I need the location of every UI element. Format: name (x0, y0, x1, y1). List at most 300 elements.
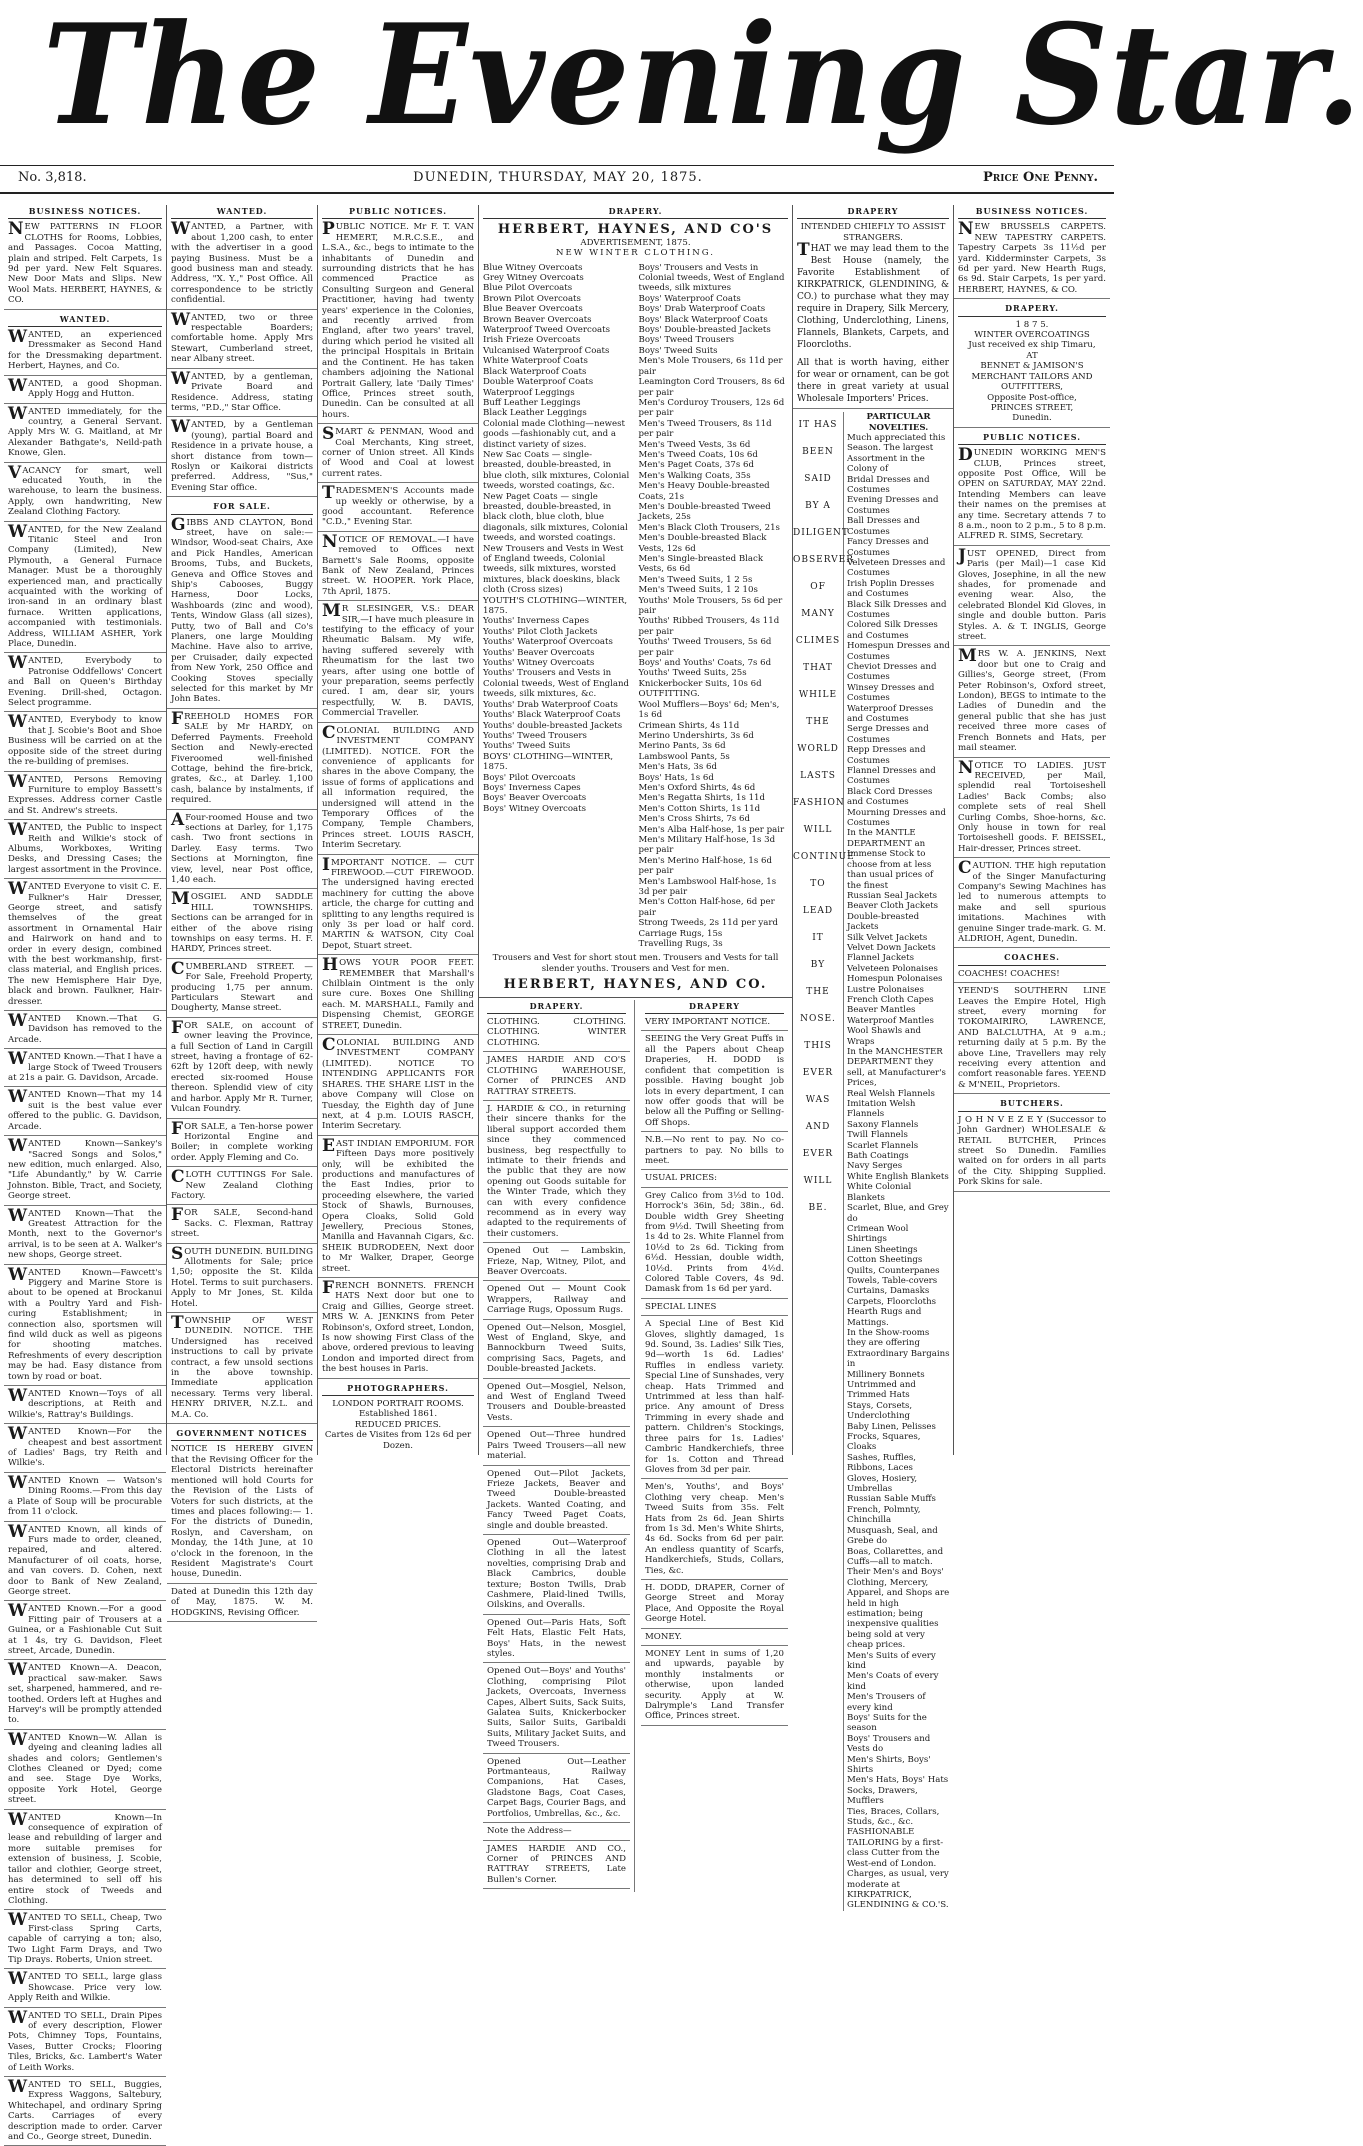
novelty-item: Men's Coats of every kind (847, 1671, 939, 1692)
sale-ad: CUMBERLAND STREET. — For Sale, Freehold Property, producing 1,75 per annum. Particulars Stewart and Dougherty, Manse street. (167, 962, 317, 1018)
novelty-item: Russian Sable Muffs (847, 1494, 936, 1505)
clothing-item: Blue Beaver Overcoats (483, 304, 583, 315)
bennet-ad (954, 320, 1110, 428)
clothing-item: White Waterproof Coats (483, 356, 588, 367)
novelty-item: Twill Flannels (847, 1130, 908, 1141)
clothing-item: Men's Regatta Shirts, 1s 11d (638, 793, 766, 804)
novelty-item: Gloves, Hosiery, Umbrellas (847, 1473, 918, 1495)
novelty-item: Velveteen Polonaises (847, 963, 938, 974)
photographers-ad (318, 1399, 478, 1451)
sale-ad: CLOTH CUTTINGS For Sale. New Zealand Clothing Factory. (167, 1170, 317, 1205)
coach-ad (954, 969, 1110, 1094)
clothing-item: Black Waterproof Coats (483, 366, 587, 377)
clothing-item: Buff Leather Leggings (483, 397, 581, 408)
novelty-item: Flannel Jackets (847, 953, 915, 964)
novelty-item: Untrimmed and Trimmed Hats (847, 1380, 916, 1401)
clothing-item: Strong Tweeds, 2s 11d per yard (638, 918, 779, 929)
gov-notice: Dated at Dunedin this 12th day of May, 1875. W. M. HODGKINS, Revising Officer. (167, 1587, 317, 1622)
novelty-item: Velveteen Dresses and Costumes (847, 557, 946, 579)
clothing-item: Men's Lambswool Half-hose, 1s 3d per pair (638, 876, 777, 897)
firm-name: HERBERT, HAYNES, AND CO'S (497, 222, 774, 238)
clothing-item: New Sac Coats — single-breasted, double-breasted, in blue cloth, silk mixtures, Colonial tweeds, worsted coatings, &c. (483, 449, 630, 492)
clothing-item: Youths' Beaver Overcoats (483, 647, 595, 658)
clothing-item: Brown Beaver Overcoats (483, 314, 592, 325)
hardie-paragraph: Opened Out — Lambskin, Frieze, Nap, Witney, Pilot, and Beaver Overcoats. (483, 1246, 630, 1281)
clothing-item: Youths' Tweed Suits, 25s (638, 668, 747, 679)
clothing-item: Men's Hats, 3s 6d (638, 762, 717, 773)
public-notice: FRENCH BONNETS. FRENCH HATS Next door but one to Craig and Gillies, George street. MRS W. A. JENKINS from Peter Robinson's, Oxford street, London, Is now showing First Class of the above, ordered previous to leaving London and imported direct from the best houses in Paris. (318, 1281, 478, 1379)
hardie-paragraph: Opened Out—Mosgiel, Nelson, and West of England Tweed Trousers and Double-breasted Vests. (483, 1382, 630, 1428)
slogan-word: WORLD (797, 744, 839, 755)
novelty-item: Their Men's and Boys' Clothing, Mercery, Apparel, and Shops are held in high estimation; being inexpensive qualities being sold at very cheap prices. (847, 1567, 950, 1651)
novelty-item: In the MANCHESTER DEPARTMENT they sell, at Manufacturer's Prices, (847, 1047, 946, 1089)
section-header: FOR SALE. (171, 500, 313, 514)
slogan-word: FASHION (793, 798, 845, 809)
clothing-item: Boys' Pilot Overcoats (483, 772, 576, 783)
sale-ad: MOSGIEL AND SADDLE HILL TOWNSHIPS. Sections can be arranged for in either of the above rising townships on easy terms. H. F. HARDY, Princes street. (167, 892, 317, 958)
hardie-paragraph: Opened Out—Waterproof Clothing in all the latest novelties, comprising Drab and Black Cambrics, double texture; Boston Twills, Drab Cashmere, Plaid-lined Twills, Oilskins, and Overalls. (483, 1538, 630, 1615)
wanted-ad: WANTED Known—Sankey's "Sacred Songs and Solos," new edition, much enlarged. Also, "Life Abundantly," by W. Carrie Johnston. Bible, Tract, and Society, George street. (4, 1139, 166, 1205)
novelty-item: Frocks, Squares, Cloaks (847, 1432, 921, 1453)
clothing-item: Men's Double-breasted Black Vests, 12s 6d (638, 533, 767, 554)
novelty-item: Quilts, Counterpanes (847, 1265, 940, 1276)
bennet-line: AT (1026, 350, 1038, 361)
wanted-ad: WANTED Known—That the Greatest Attraction for the Month, next to the Governor's arrival, is to be seen at A. Walker's new shops, George street. (4, 1209, 166, 1265)
wanted-ad: WANTED Known, all kinds of Furs made to order, cleaned, repaired, and altered. Manufacturer of oil coats, horse, and van covers. D. Cohen, next door to Bank of New Zealand, George street. (4, 1525, 166, 1602)
clothing-item: Men's Double-breasted Tweed Jackets, 25s (638, 501, 771, 523)
slogan-word: OBSERVER (793, 555, 855, 566)
coach-paragraph: YEEND'S SOUTHERN LINE Leaves the Empire Hotel, High street, every morning for TOKOMAIRIRO, LAWRENCE, AND BALCLUTHA, At 9 a.m.; returning daily at 5 p.m. By the above Line, Travellers may rely receiving every attention and comfort reasonable fares. YEEND & M'NEIL, Proprietors. (954, 986, 1110, 1094)
advert: NEW BRUSSELS CARPETS. NEW TAPESTRY CARPETS. Tapestry Carpets 3s 11½d per yard. Kidderminster Carpets, 3s 6d per yard. New Hearth Rugs, 6s 9d. Stair Carpets, 1s per yard. HERBERT, HAYNES, & CO. (954, 222, 1110, 299)
public-notice: DUNEDIN WORKING MEN'S CLUB, Princes street, opposite Post Office, Will be OPEN on SATURDAY, MAY 22nd. Intending Members can leave their names on the premises at any time. Secretary attends 7 to 8 a.m., noon to 2 p.m., 5 to 8 p.m. ALFRED R. SIMS, Secretary. (954, 448, 1110, 546)
section-header: WANTED. (171, 205, 313, 219)
hardie-paragraph: Opened Out—Pilot Jackets, Frieze Jackets, Beaver and Tweed Double-breasted Jackets. Wanted Coating, and Fancy Tweed Paget Coats, single and double breasted. (483, 1469, 630, 1535)
clothing-list-left (483, 263, 633, 815)
sale-ad: FOR SALE, Second-hand Sacks. C. Flexman, Rattray street. (167, 1208, 317, 1243)
clothing-item: New Paget Coats — single breasted, double-breasted, in black cloth, blue cloth, blue diagonals, silk mixtures, Colonial tweeds, and worsted coatings. (483, 491, 628, 544)
clothing-item: Boys' Witney Overcoats (483, 803, 587, 814)
clothing-item: Youths' Witney Overcoats (483, 658, 595, 669)
novelty-item: French, Polmnty, Chinchilla (847, 1504, 921, 1526)
kirkpatrick-layout (793, 412, 953, 1911)
column-5 (793, 205, 954, 1911)
novelty-item: Beaver Mantles (847, 1005, 916, 1016)
dodd-paragraph: USUAL PRICES: (641, 1173, 788, 1187)
section-header: PUBLIC NOTICES. (958, 431, 1106, 445)
section-header: BUTCHERS. (958, 1097, 1106, 1111)
clothing-item: Men's Walking Coats, 35s (638, 470, 751, 481)
photo-line: REDUCED PRICES. (354, 1419, 442, 1430)
novelty-item: Navy Serges (847, 1161, 903, 1172)
novelty-item: Homespun Dresses and Costumes (847, 641, 950, 662)
column-4-drapery (479, 205, 793, 1885)
section-header: COACHES. (958, 951, 1106, 965)
kirkpatrick-body2: All that is worth having, either for wear or ornament, can be got there in great variety at usual Wholesale Importers' Prices. (793, 357, 953, 409)
novelty-item: Towels, Table-covers (847, 1275, 938, 1286)
clothing-item: Men's Alba Half-hose, 1s per pair (638, 824, 785, 835)
wanted-list (167, 219, 317, 497)
wanted-ad: WANTED Known—A. Deacon, practical saw-maker. Saws set, sharpened, hammered, and re-toothed. Orders left at Hughes and Harvey's will be promptly attended to. (4, 1663, 166, 1729)
photo-line: Established 1861. (358, 1409, 438, 1420)
novelty-item: Much appreciated this Season. The largest Assortment in the Colony of (847, 433, 946, 475)
novelty-item: Scarlet Flannels (847, 1140, 919, 1151)
coach-paragraph: COACHES! COACHES! (954, 969, 1110, 983)
slogan-word: BY A (805, 501, 831, 512)
wanted-ad: VACANCY for smart, well educated Youth, in the warehouse, to learn the business. Apply, own handwriting, New Zealand Clothing Factory. (4, 466, 166, 522)
clothing-item: Men's Merino Half-hose, 1s 6d per pair (638, 855, 772, 877)
dateline (18, 170, 1098, 192)
hardie-paragraph: J. HARDIE & CO., in returning their sincere thanks for the liberal support accorded them since they commenced business, beg respectfully to intimate to their friends and the public that they are now opening out Goods suitable for the Winter Trade, which they can with every confidence recommend as in every way adapted to the requirements of their customers. (483, 1104, 630, 1243)
novelty-item: Cotton Sheetings (847, 1255, 923, 1266)
novelty-item: Curtains, Damasks (847, 1286, 930, 1297)
hardie-paragraph: Opened Out—Leather Portmanteaus, Railway Companions, Hat Cases, Gladstone Bags, Coat Cases, Carpet Bags, Courier Bags, and Portfolios, Umbrellas, &c., &c. (483, 1757, 630, 1823)
wanted-ad: WANTED Known.—That G. Davidson has removed to the Arcade. (4, 1014, 166, 1049)
public-notice: CAUTION. THE high reputation of the Singer Manufacturing Company's Sewing Machines has led to numerous attempts to make and sell spurious imitations. Machines with genuine Singer trade-mark. G. M. ALDRIOH, Agent, Dunedin. (954, 861, 1110, 948)
novelty-item: Imitation Welsh Flannels (847, 1099, 916, 1120)
dodd-ad (641, 1017, 788, 1726)
photo-line: Cartes de Visites from 12s 6d per Dozen. (324, 1430, 472, 1451)
novelty-item: Wool Shawls and Wraps (847, 1026, 922, 1047)
hardie-paragraph: Opened Out—Paris Hats, Soft Felt Hats, Elastic Felt Hats, Boys' Hats, in the newest styles. (483, 1618, 630, 1664)
clothing-item: BOYS' CLOTHING—WINTER, 1875. (483, 751, 614, 773)
hardie-paragraph: Opened Out — Mount Cook Wrappers, Railway and Carriage Rugs, Opossum Rugs. (483, 1284, 630, 1319)
wanted-ad: WANTED, Everybody to know that J. Scobie's Boot and Shoe Business will be carried on at the opposite side of the street during the re-building of premises. (4, 715, 166, 771)
section-header: DRAPERY (797, 205, 949, 219)
clothing-item: Men's Cotton Shirts, 1s 11d (638, 803, 761, 814)
public-notice: JUST OPENED, Direct from Paris (per Mail)—1 case Kid Gloves, Josephine, in all the new shades, for promenade and evening wear. Also, the celebrated Blondel Kid Gloves, in single and double button. Paris Styles. A. & T. INGLIS, George street. (954, 549, 1110, 647)
clothing-item: Youths' Waterproof Overcoats (483, 637, 613, 648)
wanted-ad: WANTED, a Partner, with about 1,200 cash, to enter with the advertiser in a good paying Business. Must be a good business man and steady. Address, "X. Y.," Post Office. All correspondence to be strictly confidential. (167, 222, 317, 309)
sale-ad: FOR SALE, a Ten-horse power Horizontal Engine and Boiler; in complete working order. Apply Fleming and Co. (167, 1122, 317, 1168)
novelty-item: Irish Poplin Dresses and Costumes (847, 578, 935, 600)
novelty-item: Serge Dresses and Costumes (847, 724, 929, 745)
novelty-item: Evening Dresses and Costumes (847, 495, 939, 516)
dodd-paragraph: A Special Line of Best Kid Gloves, slightly damaged, 1s 9d. Sound, 3s. Ladies' Silk Ties, 9d—worth 1s 6d. Ladies' Ruffles in endless variety. Special Line of Sunshades, very cheap. Hats Trimmed and Untrimmed at less than half-price. Any amount of Dress Trimming in every shade and pattern. Children's Stockings, three pairs for 1s. Ladies' Cambric Handkerchiefs, three for 1s. Cotton and Thread Gloves from 3d per pair. (641, 1319, 788, 1479)
slogan-word: WILL (803, 825, 833, 836)
novelty-item: White English Blankets (847, 1171, 949, 1182)
wanted-ad: WANTED Known.—For a good Fitting pair of Trousers at a Guinea, or a Fashionable Cut Suit at 1 4s, try G. Davidson, Fleet street, Arcade, Dunedin. (4, 1604, 166, 1660)
public-notice: COLONIAL BUILDING AND INVESTMENT COMPANY (LIMITED). NOTICE TO INTENDING APPLICANTS FOR SHARES. THE SHARE LIST in the above Company will Close on Tuesday, the Eighth day of June next, at 4 p.m. LOUIS RASCH, Interim Secretary. (318, 1038, 478, 1136)
clothing-item: Black Leather Leggings (483, 408, 587, 419)
clothing-item: Blue Witney Overcoats (483, 262, 583, 273)
sale-ad: FREEHOLD HOMES FOR SALE by Mr HARDY, on Deferred Payments. Freehold Section and Newly-erected Fiveroomed well-finished Cottage, behind the fire-brick, grates, &c., at Darley. 1,100 cash, balance by instalments, if required. (167, 712, 317, 810)
clothing-item: Men's Tweed Suits, 1 2 5s (638, 574, 753, 585)
novelty-item: Bridal Dresses and Costumes (847, 474, 930, 496)
novelty-item: Sashes, Ruffles, Ribbons, Laces (847, 1452, 917, 1474)
novelty-item: Boys' Suits for the season (847, 1713, 927, 1734)
advert: NEW PATTERNS IN FLOOR CLOTHS for Rooms, Lobbies, and Passages. Cocoa Matting, plain and striped. Felt Carpets, 1s 9d per yard. New Felt Squares. New Door Mats and Slips. New Wool Mats. HERBERT, HAYNES, & CO. (4, 222, 166, 309)
clothing-item: Boys' Drab Waterproof Coats (638, 304, 766, 315)
clothing-item: Crimean Shirts, 4s 11d (638, 720, 740, 731)
novelty-item: Socks, Drawers, Mufflers (847, 1785, 918, 1807)
novelty-item: FASHIONABLE TAILORING by a first-class Cutter from the West-end of London. (847, 1827, 944, 1869)
column-1 (4, 205, 167, 2143)
slogan-word: BE. (808, 1203, 828, 1214)
wanted-ad: WANTED, Persons Removing Furniture to employ Bassett's Expresses. Address corner Castle and St. Andrew's streets. (4, 775, 166, 821)
novelty-item: French Cloth Capes (847, 994, 934, 1005)
issue-price: Price One Penny. (983, 170, 1098, 185)
vertical-slogan (793, 412, 855, 1911)
bennet-line: WINTER OVERCOATINGS (974, 330, 1090, 341)
wanted-ad: WANTED, by a Gentleman (young), partial Board and Residence in a private house, a short distance from town—Roslyn or Kaikorai districts preferred. Address, "Sus," Evening Star office. (167, 420, 317, 497)
novelties-list (847, 433, 950, 1911)
novelty-item: Double-breasted Jackets (847, 911, 920, 933)
clothing-item: Boys' and Youths' Coats, 7s 6d (638, 658, 772, 669)
clothing-item: Boys' Black Waterproof Coats (638, 314, 768, 325)
wanted-ad: WANTED Everyone to visit C. E. Fulkner's Hair Dresser, George street, and satisfy themselves of the great assortment in Ornamental Hair and Hairwork on hand and to order in every design, combined with the best workmanship, first-class material, and English prices. The new Hemisphere Hair Dye, black and brown. Faulkner, Hair-dresser. (4, 882, 166, 1011)
section-header: GOVERNMENT NOTICES (171, 1427, 313, 1441)
wanted-ad: WANTED Known — Watson's Dining Rooms.—From this day a Plate of Soup will be procurable from 11 o'clock. (4, 1476, 166, 1522)
hardie-ad (483, 1017, 630, 1889)
clothing-item: Youths' Drab Waterproof Coats (483, 699, 618, 710)
slogan-word: LEAD (802, 906, 834, 917)
novelty-item: In the MANTLE DEPARTMENT an Immense Stock to choose from at less than usual prices of the finest (847, 828, 934, 891)
notice-list (318, 219, 478, 1378)
sale-ad: TOWNSHIP OF WEST DUNEDIN. NOTICE. THE Undersigned has received instructions to call by private contract, a few unsold sections in the above township. Immediate application necessary. Terms very liberal. HENRY DRIVER, N.Z.L. and M.A. Co. (167, 1316, 317, 1424)
clothing-item: Boys' Trousers and Vests in Colonial tweeds, West of England tweeds, silk mixtures (638, 262, 785, 294)
clothing-item: Boys' Tweed Trousers (638, 335, 735, 346)
wanted-ad: WANTED, a good Shopman. Apply Hogg and Hutton. (4, 379, 166, 404)
clothing-item: Wool Mufflers—Boys' 6d; Men's, 1s 6d (638, 699, 780, 721)
public-notice: PUBLIC NOTICE. Mr F. T. VAN HEMERT, M.R.C.S.E., and L.S.A., &c., begs to intimate to the inhabitants of Dunedin and surrounding districts that he has commenced Practice as Consulting Surgeon and General Practitioner, having had twenty years' experience in the Colonies, and recently arrived from England, after two years' travel, during which period he visited all the principal Hospitals in Britain and the Continent. He has taken chambers adjoining the National Portrait Gallery, late 'Daily Times' Office, Princes street south, Dunedin. Can be consulted at all hours. (318, 222, 478, 424)
novelty-item: KIRKPATRICK, GLENDINING & CO.'S. (847, 1889, 949, 1911)
clothing-item: Boys' Hats, 1s 6d (638, 772, 714, 783)
clothing-item: Men's Black Cloth Trousers, 21s (638, 522, 780, 533)
newspaper-title: The Evening Star. (42, 0, 1363, 156)
dodd-paragraph: SEEING the Very Great Puffs in all the Papers about Cheap Draperies, H. DODD is confident that competition is possible. Having bought job lots in every department, I can now offer goods that will be below all the Puffing or Selling-Off Shops. (641, 1034, 788, 1132)
clothing-item: Youths' double-breasted Jackets (483, 720, 623, 731)
novelty-item: Black Silk Dresses and Costumes (847, 599, 947, 620)
masthead (10, 0, 1363, 156)
clothing-item: Knickerbocker Suits, 10s 6d (638, 678, 762, 689)
public-notice: NOTICE TO LADIES. JUST RECEIVED, per Mail, splendid real Tortoiseshell Ladies' Back Combs; also complete sets of real Shell Curling Combs, Shoe-horns, &c. Only house in town for real Tortoiseshell goods. F. BEISSEL, Hair-dresser, Princes street. (954, 761, 1110, 859)
public-notice: SMART & PENMAN, Wood and Coal Merchants, King street, corner of Union street. All Kinds of Wood and Coal at lowest current rates. (318, 427, 478, 483)
novelty-item: Cheviot Dresses and Costumes (847, 661, 937, 683)
bennet-line: Opposite Post-office, (987, 392, 1077, 403)
wanted-ad: WANTED, two or three respectable Boarders; comfortable home. Apply Mrs Stewart, Cumberland street, near Albany street. (167, 313, 317, 369)
slogan-word: THIS (804, 1041, 832, 1052)
novelty-item: Beaver Cloth Jackets (847, 901, 939, 912)
novelty-item: Hearth Rugs and Mattings. (847, 1307, 922, 1328)
clothing-item: Men's Tweed Coats, 10s 6d (638, 449, 758, 460)
public-notice: NOTICE OF REMOVAL.—I have removed to Offices next Barnett's Sale Rooms, opposite Bank of New Zealand, Princes street. W. HOOPER. York Place, 7th April, 1875. (318, 535, 478, 601)
issue-date: DUNEDIN, THURSDAY, MAY 20, 1875. (413, 170, 703, 185)
clothing-item: Men's Oxford Shirts, 4s 6d (638, 782, 756, 793)
slogan-word: AND (805, 1122, 831, 1133)
firm-footer: Trousers and Vest for short stout men. Trousers and Vests for tall slender youths. Trousers and Vest for men. (492, 953, 779, 974)
slogan-word: CONTINUE (793, 852, 855, 863)
wanted-ad: WANTED Known—Toys of all descriptions, at Reith and Wilkie's, Rattray's Buildings. (4, 1389, 166, 1424)
novelty-item: Velvet Down Jackets (847, 942, 936, 953)
wanted-ad: WANTED immediately, for the country, a General Servant. Apply Mrs W. G. Maitland, at Mr Alexander Bathgate's, Neild-path Knowe, Glen. (4, 407, 166, 463)
bennet-line: BENNET & JAMISON'S (980, 361, 1084, 372)
public-notice: HOWS YOUR POOR FEET. REMEMBER that Marshall's Chilblain Ointment is the only sure cure. Boxes One Shilling each. M. MARSHALL, Family and Dispensing Chemist, GEORGE STREET, Dunedin. (318, 958, 478, 1035)
novelty-item: Fancy Dresses and Costumes (847, 537, 929, 558)
clothing-item: Boys' Beaver Overcoats (483, 793, 587, 804)
column-2 (167, 205, 318, 1618)
dodd-paragraph: MONEY Lent in sums of 1,20 and upwards, payable by monthly instalments or otherwise, upon landed security. Apply at W. Dalrymple's Land Transfer Office, Princes street. (641, 1649, 788, 1726)
novelty-item: Men's Shirts, Boys' Shirts (847, 1754, 931, 1776)
novelty-item: Boas, Collarettes, and Cuffs—all to match. (847, 1546, 944, 1567)
novelty-item: Russian Seal Jackets (847, 890, 938, 901)
slogan-word: MANY (801, 609, 835, 620)
slogan-word: EVER (802, 1149, 834, 1160)
public-notice: TRADESMEN'S Accounts made up weekly or otherwise, by a good accountant. Reference "C.D.," Evening Star. (318, 486, 478, 532)
novelty-item: Musquash, Seal, and Grebe do (847, 1525, 938, 1547)
slogan-word: NOSE. (800, 1014, 836, 1025)
public-notice: COLONIAL BUILDING AND INVESTMENT COMPANY (LIMITED). NOTICE. FOR the convenience of applicants for shares in the above Company, the issue of forms of applications and all information required, the undersigned will attend in the Temporary Offices of the Company, Temple Chambers, Princes street. LOUIS RASCH, Interim Secretary. (318, 726, 478, 855)
wanted-ad: WANTED, for the New Zealand Titanic Steel and Iron Company (Limited), New Plymouth, a General Furnace Manager. Must be a thoroughly experienced man, and practically acquainted with the working of iron-sand in an ordinary blast furnace. Written applications, accompanied with testimonials. Address, WILLIAM ASHER, York Place, Dunedin. (4, 525, 166, 654)
slogan-word: DILIGENT (793, 528, 849, 539)
section-header: WANTED. (8, 313, 162, 327)
bennet-line: MERCHANT TAILORS AND OUTFITTERS, (971, 371, 1093, 393)
novelty-item: Winsey Dresses and Costumes (847, 682, 935, 704)
wanted-ad: WANTED TO SELL, Drain Pipes of every description, Flower Pots, Chimney Tops, Fountains, Vases, Butter Crocks; Flooring Tiles, Bricks, &c. Lambert's Water of Leith Works. (4, 2011, 166, 2077)
public-notice: MRS W. A. JENKINS, Next door but one to Craig and Gillies's, George street, (From Peter Robinson's, Oxford street, London), BEGS to intimate to the Ladies of Dunedin and the general public that she has just received three more cases of French Bonnets and Hats, per mail steamer. (954, 649, 1110, 757)
clothing-item: Carriage Rugs, 15s (638, 928, 723, 939)
clothing-item: Men's Heavy Double-breasted Coats, 21s (638, 481, 770, 502)
clothing-item: Waterproof Leggings (483, 387, 575, 398)
section-header: DRAPERY. (487, 1000, 626, 1014)
firm-sub: ADVERTISEMENT, 1875. (580, 237, 691, 248)
clothing-item: Travelling Rugs, 3s (638, 939, 723, 950)
column-6 (954, 205, 1110, 1455)
novelty-item: Colored Silk Dresses and Costumes (847, 620, 938, 641)
novelty-item: Linen Sheetings (847, 1244, 918, 1255)
slogan-word: THAT (803, 663, 833, 674)
clothing-item: Men's Tweed Vests, 3s 6d (638, 439, 751, 450)
clothing-item: YOUTH'S CLOTHING—WINTER, 1875. (483, 595, 628, 617)
clothing-item: Youths' Tweed Trousers, 5s 6d per pair (638, 637, 772, 658)
slogan-word: THE (806, 717, 830, 728)
clothing-item: Boys' Waterproof Coats (638, 293, 741, 304)
clothing-item: Men's Corduroy Trousers, 12s 6d per pair (638, 397, 785, 419)
dodd-paragraph: Grey Calico from 3½d to 10d. Horrock's 36in, 5d; 38in., 6d. Double width Grey Sheeting from 9½d. Twill Sheeting from 1s 4d to 2s. White Flannel from 10½d to 2s 6d. Ticking from 6½d. Hessian, double width, 10½d. Prints from 4½d. Colored Table Covers, 4s 9d. Damask from 1s 6d per yard. (641, 1191, 788, 1299)
novelty-item: Repp Dresses and Costumes (847, 745, 926, 766)
wanted-ad: WANTED Known.—That I have a large Stock of Tweed Trousers at 21s a pair. G. Davidson, Arcade. (4, 1052, 166, 1087)
novelty-item: Crimean Wool Shirtings (847, 1223, 909, 1245)
clothing-lists (479, 263, 792, 950)
notice-list (954, 445, 1110, 948)
clothing-item: Boys' Double-breasted Jackets (638, 325, 771, 336)
clothing-item: Leamington Cord Trousers, 8s 6d per pair (638, 377, 785, 398)
bennet-line: 1 8 7 5. (1015, 319, 1049, 330)
hardie-paragraph: JAMES HARDIE AND CO., Corner of PRINCES AND RATTRAY STREETS, Late Bullen's Corner. (483, 1844, 630, 1890)
wanted-ad: WANTED Known—Fawcett's Piggery and Marine Store is about to be opened at Brockanui with a Poultry Yard and Fish-curing Establishment; in connection also, sportsmen will find wild duck as well as pigeons for shooting matches. Refreshments of every description may be had. Easy distance from town by road or boat. (4, 1268, 166, 1386)
section-header: DRAPERY. (958, 302, 1106, 316)
clothing-item: Men's Military Half-hose, 1s 3d per pair (638, 834, 776, 856)
slogan-word: EVER (802, 1068, 834, 1079)
wanted-ad: WANTED Known—For the cheapest and best assortment of Ladies' Bags, try Reith and Wilkie's. (4, 1427, 166, 1473)
bennet-line: PRINCES STREET, (990, 402, 1074, 413)
slogan-word: CLIMES (795, 636, 841, 647)
section-header: PHOTOGRAPHERS. (322, 1382, 474, 1396)
gov-notice: NOTICE IS HEREBY GIVEN that the Revising Officer for the Electoral Districts hereinafter mentioned will hold Courts for the Revision of the Lists of Voters for such districts, at the times and places following:— 1. For the districts of Dunedin, Roslyn, and Caversham, on Monday, the 14th June, at 10 o'clock in the forenoon, in the Resident Magistrate's Court house, Dunedin. (167, 1444, 317, 1583)
clothing-list-right (639, 263, 789, 950)
hardie-paragraph: CLOTHING. CLOTHING. CLOTHING. WINTER CLOTHING. (483, 1017, 630, 1052)
slogan-word: SAID (804, 474, 832, 485)
novelty-item: Boys' Trousers and Vests do (847, 1733, 931, 1755)
wanted-ad: WANTED TO SELL, Buggies, Express Waggons, Saltebury, Whitechapel, and ordinary Spring Carts. Carriages of every description made to order. Carver and Co., George street, Dunedin. (4, 2080, 166, 2146)
slogan-word: WAS (805, 1095, 831, 1106)
slogan-word: WILL (803, 1176, 833, 1187)
butcher-paragraph: J O H N V E Z E Y (Successor to John Gardner) WHOLESALE & RETAIL BUTCHER, Princes street So Dunedin. Families waited on for orders in all parts of the City. Shipping Supplied. Pork Skins for sale. (954, 1115, 1110, 1192)
novelty-item: Waterproof Mantles (847, 1015, 934, 1026)
photo-line: LONDON PORTRAIT ROOMS. (332, 1399, 464, 1410)
novelty-item: Men's Suits of every kind (847, 1650, 936, 1671)
clothing-item: Men's Paget Coats, 37s 6d (638, 460, 754, 471)
sale-ad: FOR SALE, on account of owner leaving the Province, a full Section of Land in Cargill street, having a frontage of 62-62ft by 120ft deep, with newly erected six-roomed House thereon. Splendid view of city and harbor. Apply Mr R. Turner, Vulcan Foundry. (167, 1021, 317, 1119)
wanted-ad: WANTED TO SELL, Cheap, Two First-class Spring Carts, capable of carrying a ton; also, Two Light Farm Drays, and Two Tip Drays. Roberts, Union street. (4, 1913, 166, 1969)
dodd-paragraph: H. DODD, DRAPER, Corner of George Street and Moray Place, And Opposite the Royal George Hotel. (641, 1583, 788, 1629)
slogan-word: IT HAS (798, 420, 838, 431)
drapery-lower (479, 1000, 792, 1892)
bennet-line: Just received ex ship Timaru, (968, 340, 1096, 351)
clothing-item: New Trousers and Vests in West of England tweeds, Colonial tweeds, silk mixtures, worsted mixtures, black doeskins, black cloth (Cross sizes) (483, 543, 624, 596)
wanted-list (4, 327, 166, 2146)
novelty-item: Lustre Polonaises (847, 984, 924, 995)
clothing-item: Youths' Inverness Capes (483, 616, 589, 627)
section-header: BUSINESS NOTICES. (8, 205, 162, 219)
sale-ad: AFour-roomed House and two sections at Darley, for 1,175 cash. Two front sections in Darley. Easy terms. Two Sections at Mornington, fine view, level, near Post office, 1,40 each. (167, 813, 317, 890)
novelty-item: Bath Coatings (847, 1151, 909, 1162)
butcher-ad (954, 1115, 1110, 1192)
novelty-item: Charges, as usual, very moderate at (847, 1869, 949, 1890)
clothing-item: Youths' Pilot Cloth Jackets (483, 626, 598, 637)
novelty-item: Homespun Polonaises (847, 974, 943, 985)
novelty-item: Millinery Bonnets (847, 1369, 925, 1380)
section-header: PUBLIC NOTICES. (322, 205, 474, 219)
hardie-paragraph: JAMES HARDIE AND CO'S CLOTHING WAREHOUSE, Corner of PRINCES AND RATTRAY STREETS. (483, 1055, 630, 1101)
clothing-item: Blue Pilot Overcoats (483, 283, 573, 294)
novelty-item: Real Welsh Flannels (847, 1088, 935, 1099)
clothing-item: Brown Pilot Overcoats (483, 293, 581, 304)
wanted-ad: WANTED, Everybody to Patronise Oddfellows' Concert and Ball on Queen's Birthday Evening. Drill-shed, Octagon. Select programme. (4, 656, 166, 712)
column-3 (318, 205, 479, 1455)
wanted-ad: WANTED, the Public to inspect Reith and Wilkie's stock of Albums, Workboxes, Writing Desks, and Dressing Cases; the largest assortment in the Province. (4, 823, 166, 879)
dodd-paragraph: VERY IMPORTANT NOTICE. (641, 1017, 788, 1031)
novelty-item: Silk Velvet Jackets (847, 932, 928, 943)
clothing-item: Youths' Black Waterproof Coats (483, 710, 621, 721)
clothing-item: Merino Pants, 3s 6d (638, 741, 726, 752)
hardie-paragraph: Opened Out—Three hundred Pairs Tweed Trousers—all new material. (483, 1430, 630, 1465)
clothing-item: Youths' Ribbed Trousers, 4s 11d per pair (638, 616, 780, 637)
slogan-word: TO (810, 879, 826, 890)
clothing-item: Youths' Trousers and Vests in Colonial tweeds, West of England tweeds, silk mixtures, &c. (483, 668, 630, 700)
novelty-item: White Colonial Blankets (847, 1182, 912, 1203)
sale-list (167, 514, 317, 1425)
wanted-ad: WANTED TO SELL, large glass Showcase. Price very low. Apply Reith and Wilkie. (4, 1972, 166, 2007)
public-notice: IMPORTANT NOTICE. — CUT FIREWOOD.—CUT FIREWOOD. The undersigned having erected machinery for cutting the above article, the charge for cutting and splitting to any lengths required is only 3s per load or half cord. MARTIN & WATSON, City Coal Depot, Stuart street. (318, 858, 478, 956)
public-notice: MR SLESINGER, V.S.: DEAR SIR,—I have much pleasure in testifying to the efficacy of your Rheumatic Balsam. My wife, having suffered severely with Rheumatism for the last two years, after using one bottle of your preparation, seems perfectly cured. I am, dear sir, yours respectfully, W. B. DAVIS, Commercial Traveller. (318, 604, 478, 722)
dodd-paragraph: SPECIAL LINES (641, 1302, 788, 1316)
clothing-item: Men's Single-breasted Black Vests, 6s 6d (638, 554, 764, 575)
slogan-word: LASTS (800, 771, 836, 782)
slogan-word: BEEN (802, 447, 834, 458)
novelty-item: Saxony Flannels (847, 1119, 919, 1130)
novelty-item: Waterproof Dresses and Costumes (847, 703, 934, 724)
clothing-item: Men's Cotton Half-hose, 6d per pair (638, 897, 775, 918)
slogan-word: IT (812, 933, 824, 944)
wanted-ad: WANTED Known—In consequence of expiration of lease and rebuilding of larger and more suitable premises for extension of business, J. Scobie, tailor and clothier, George street, has determined to sell off his entire stock of Tweeds and Clothing. (4, 1813, 166, 1911)
dodd-paragraph: MONEY. (641, 1632, 788, 1646)
gov-list (167, 1444, 317, 1622)
novelties-title: PARTICULAR NOVELTIES. (866, 412, 931, 433)
hardie-paragraph: Opened Out—Nelson, Mosgiel, West of England, Skye, and Bannockburn Tweed Suits, comprising Sacs, Pagets, and Double-breasted Jackets. (483, 1323, 630, 1379)
clothing-item: Youths' Mole Trousers, 5s 6d per pair (638, 595, 783, 617)
clothing-item: Youths' Tweed Suits (483, 741, 571, 752)
novelty-item: Ball Dresses and Costumes (847, 516, 920, 537)
